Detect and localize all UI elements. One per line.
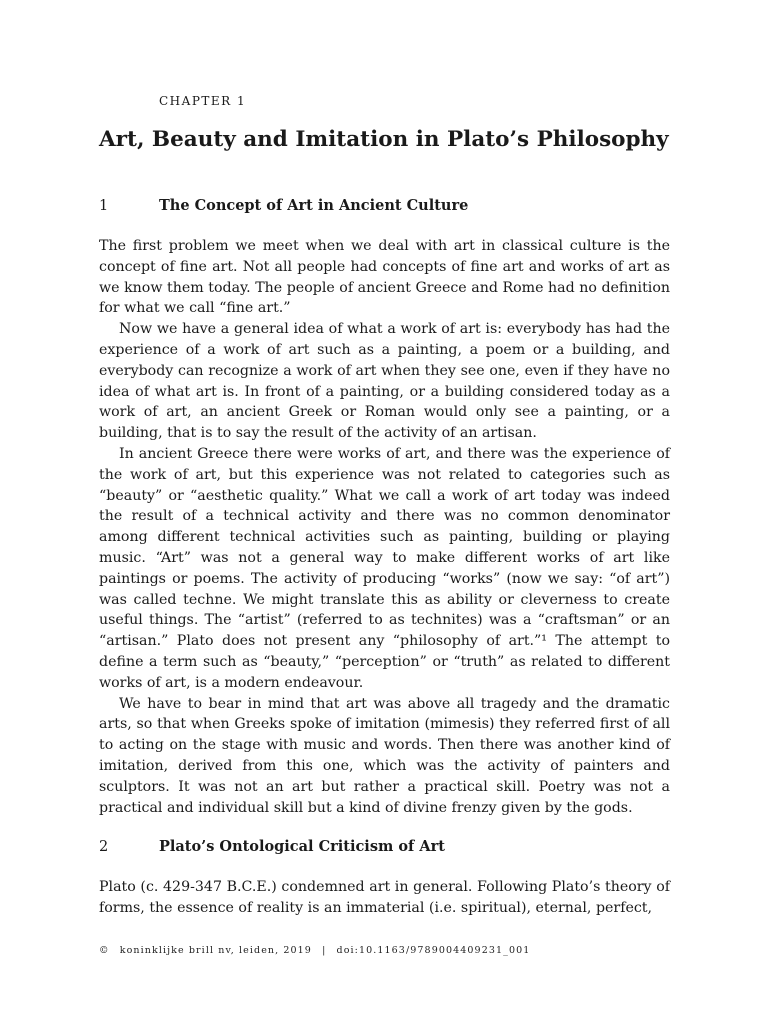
section-heading-2 (99, 837, 669, 857)
section-title: The Concept of Art in Ancient Culture (159, 197, 469, 214)
paragraph: The first problem we meet when we deal with art in classical culture is the concept of fine art. Not all people had concepts of fine art and works of art as we know them today. The people of ancient Greece and Rome had no definition for what we call “fine art.” (99, 238, 670, 317)
section-title: Plato’s Ontological Criticism of Art (159, 838, 445, 855)
section-number: 2 (99, 839, 109, 855)
footer-separator: | (322, 945, 327, 956)
chapter-title: Art, Beauty and Imitation in Plato’s Philosophy (99, 127, 669, 152)
publisher-line: koninklijke brill nv, leiden, 2019 (119, 945, 312, 956)
section-heading-1 (99, 196, 669, 216)
section-2-body (99, 877, 670, 919)
section-number: 1 (99, 198, 109, 214)
chapter-label: CHAPTER 1 (159, 94, 247, 108)
paragraph: We have to bear in mind that art was above all tragedy and the dramatic arts, so that when Greeks spoke of imitation (mimesis) they referred first of all to acting on the stage with music and words. Then there was another kind of imitation, derived from this one, which was the activity of painters and sculptors. It was not an art but rather a practical skill. Poetry was not a practical and individual skill but a kind of divine frenzy given by the gods. (99, 695, 670, 816)
paragraph: In ancient Greece there were works of art, and there was the experience of the work of art, but this experience was not related to categories such as “beauty” or “aesthetic quality.” What we call a work of art today was indeed the result of a technical activity and there was no common denominator among different technical activities such as painting, building or playing music. “Art” was not a general way to make different works of art like paintings or poems. The activity of producing “works” (now we say: “of art”) was called techne. We might translate this as ability or cleverness to create useful things. The “artist” (referred to as technites) was a “craftsman” or an “artisan.” Plato does not present any “philosophy of art.”¹ The attempt to define a term such as “beauty,” “perception” or “truth” as related to different works of art, is a modern endeavour. (99, 445, 670, 691)
paragraph: Now we have a general idea of what a work of art is: everybody has had the experience of a work of art such as a painting, a poem or a building, and everybody can recognize a work of art when they see one, even if they have no idea of what art is. In front of a painting, or a building considered today as a work of art, an ancient Greek or Roman would only see a painting, or a building, that is to say the result of the activity of an artisan. (99, 321, 670, 442)
paragraph: Plato (c. 429-347 B.C.E.) condemned art in general. Following Plato’s theory of forms, the essence of reality is an immaterial (i.e. spiritual), eternal, perfect, (99, 879, 670, 916)
page-footer (99, 945, 670, 956)
doi-line: doi:10.1163/9789004409231_001 (336, 945, 531, 956)
copyright-symbol: © (99, 945, 110, 956)
section-1-body (99, 236, 670, 818)
